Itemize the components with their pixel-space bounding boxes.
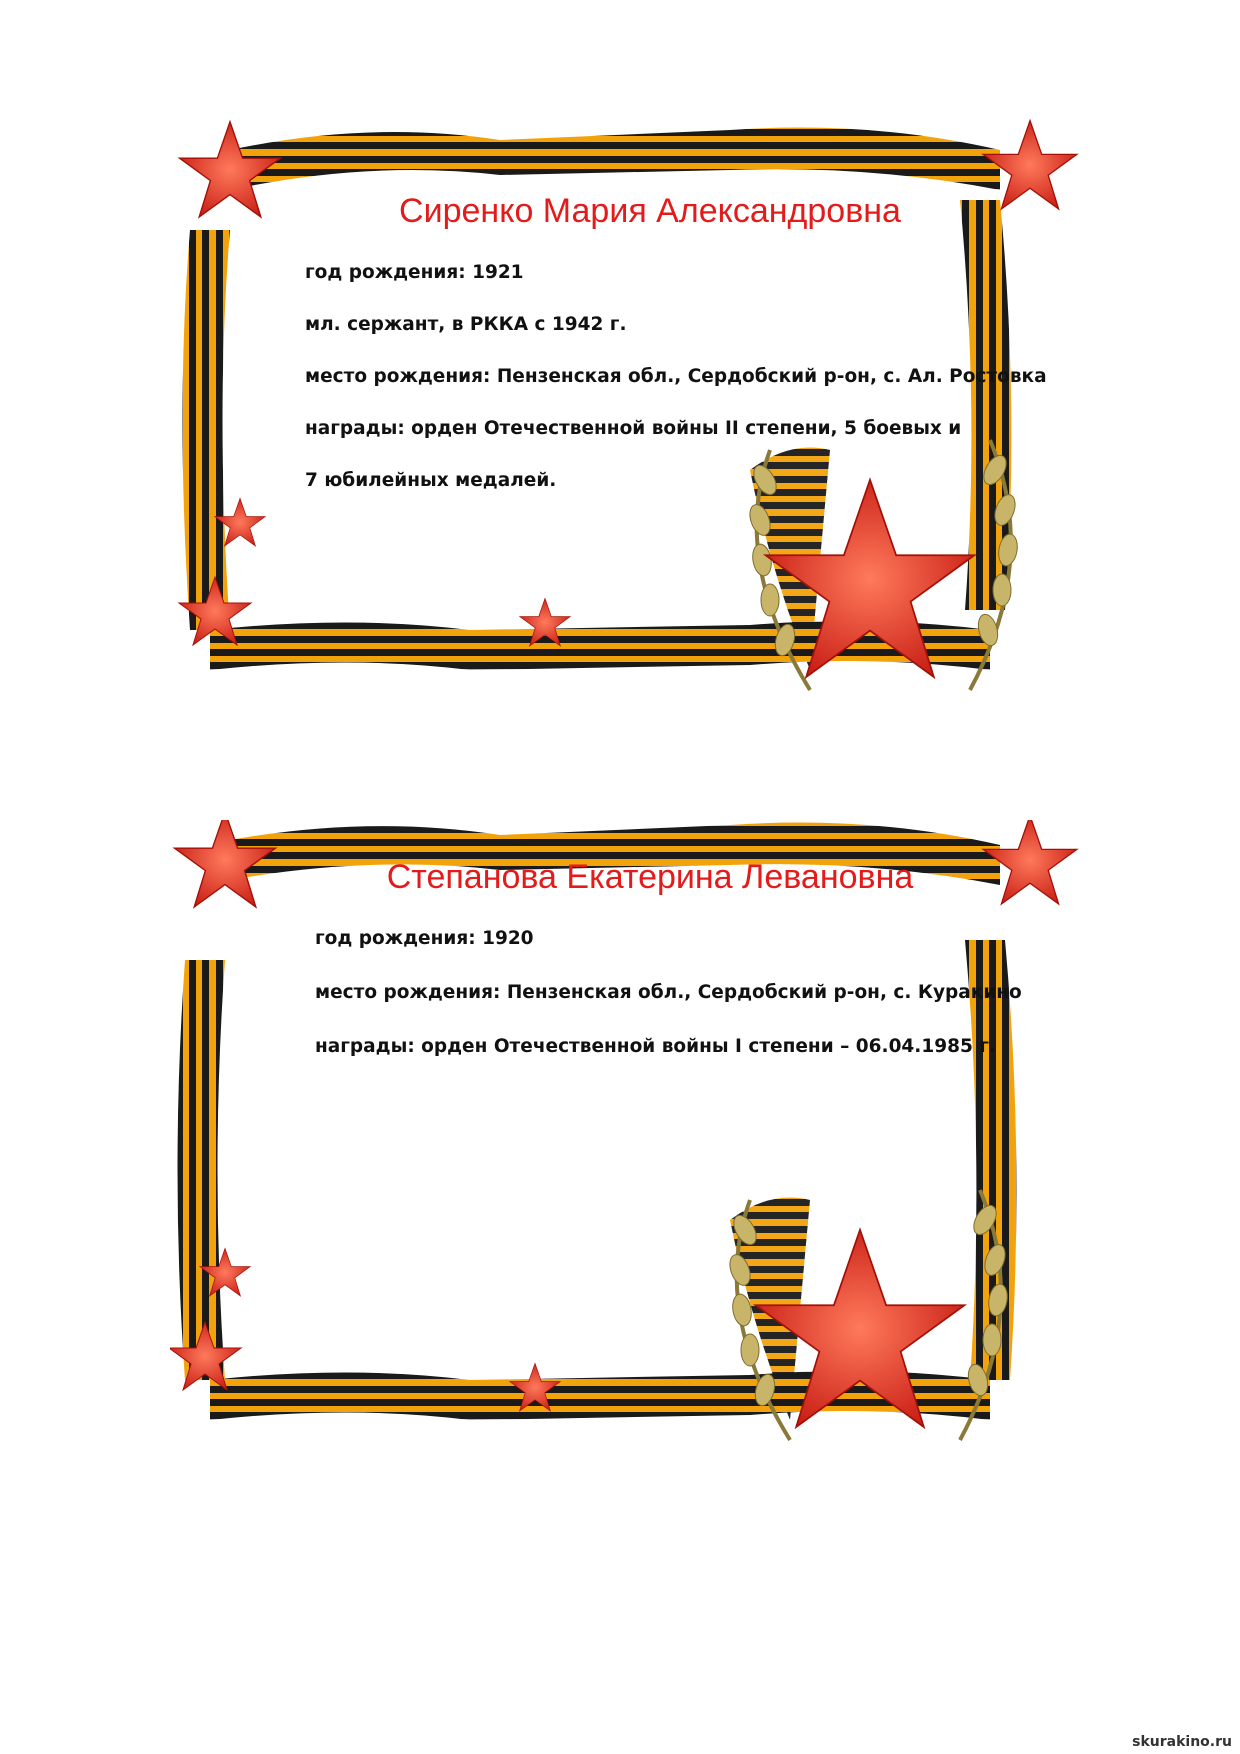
awards-1a: награды: орден Отечественной войны ІІ степени, 5 боевых и — [305, 418, 962, 439]
awards-2: награды: орден Отечественной войны І степени – 06.04.1985 г. — [315, 1036, 996, 1057]
person-name-2: Степанова Екатерина Левановна — [386, 858, 914, 896]
watermark: skurakino.ru — [1132, 1734, 1232, 1750]
person-name-1: Сиренко Мария Александровна — [399, 192, 901, 230]
birthplace-1: место рождения: Пензенская обл., Сердобский р-он, с. Ал. Ростовка — [305, 366, 1047, 387]
birth-year-2: год рождения: 1920 — [315, 928, 534, 949]
birthplace-2: место рождения: Пензенская обл., Сердобский р-он, с. Куракино — [315, 982, 1022, 1003]
ribbon-frame — [170, 820, 1130, 1490]
awards-1b: 7 юбилейных медалей. — [305, 470, 557, 491]
rank-1: мл. сержант, в РККА с 1942 г. — [305, 314, 627, 335]
birth-year-1: год рождения: 1921 — [305, 262, 524, 283]
memorial-card-2 — [170, 820, 1130, 1490]
memorial-card-1 — [170, 110, 1130, 780]
